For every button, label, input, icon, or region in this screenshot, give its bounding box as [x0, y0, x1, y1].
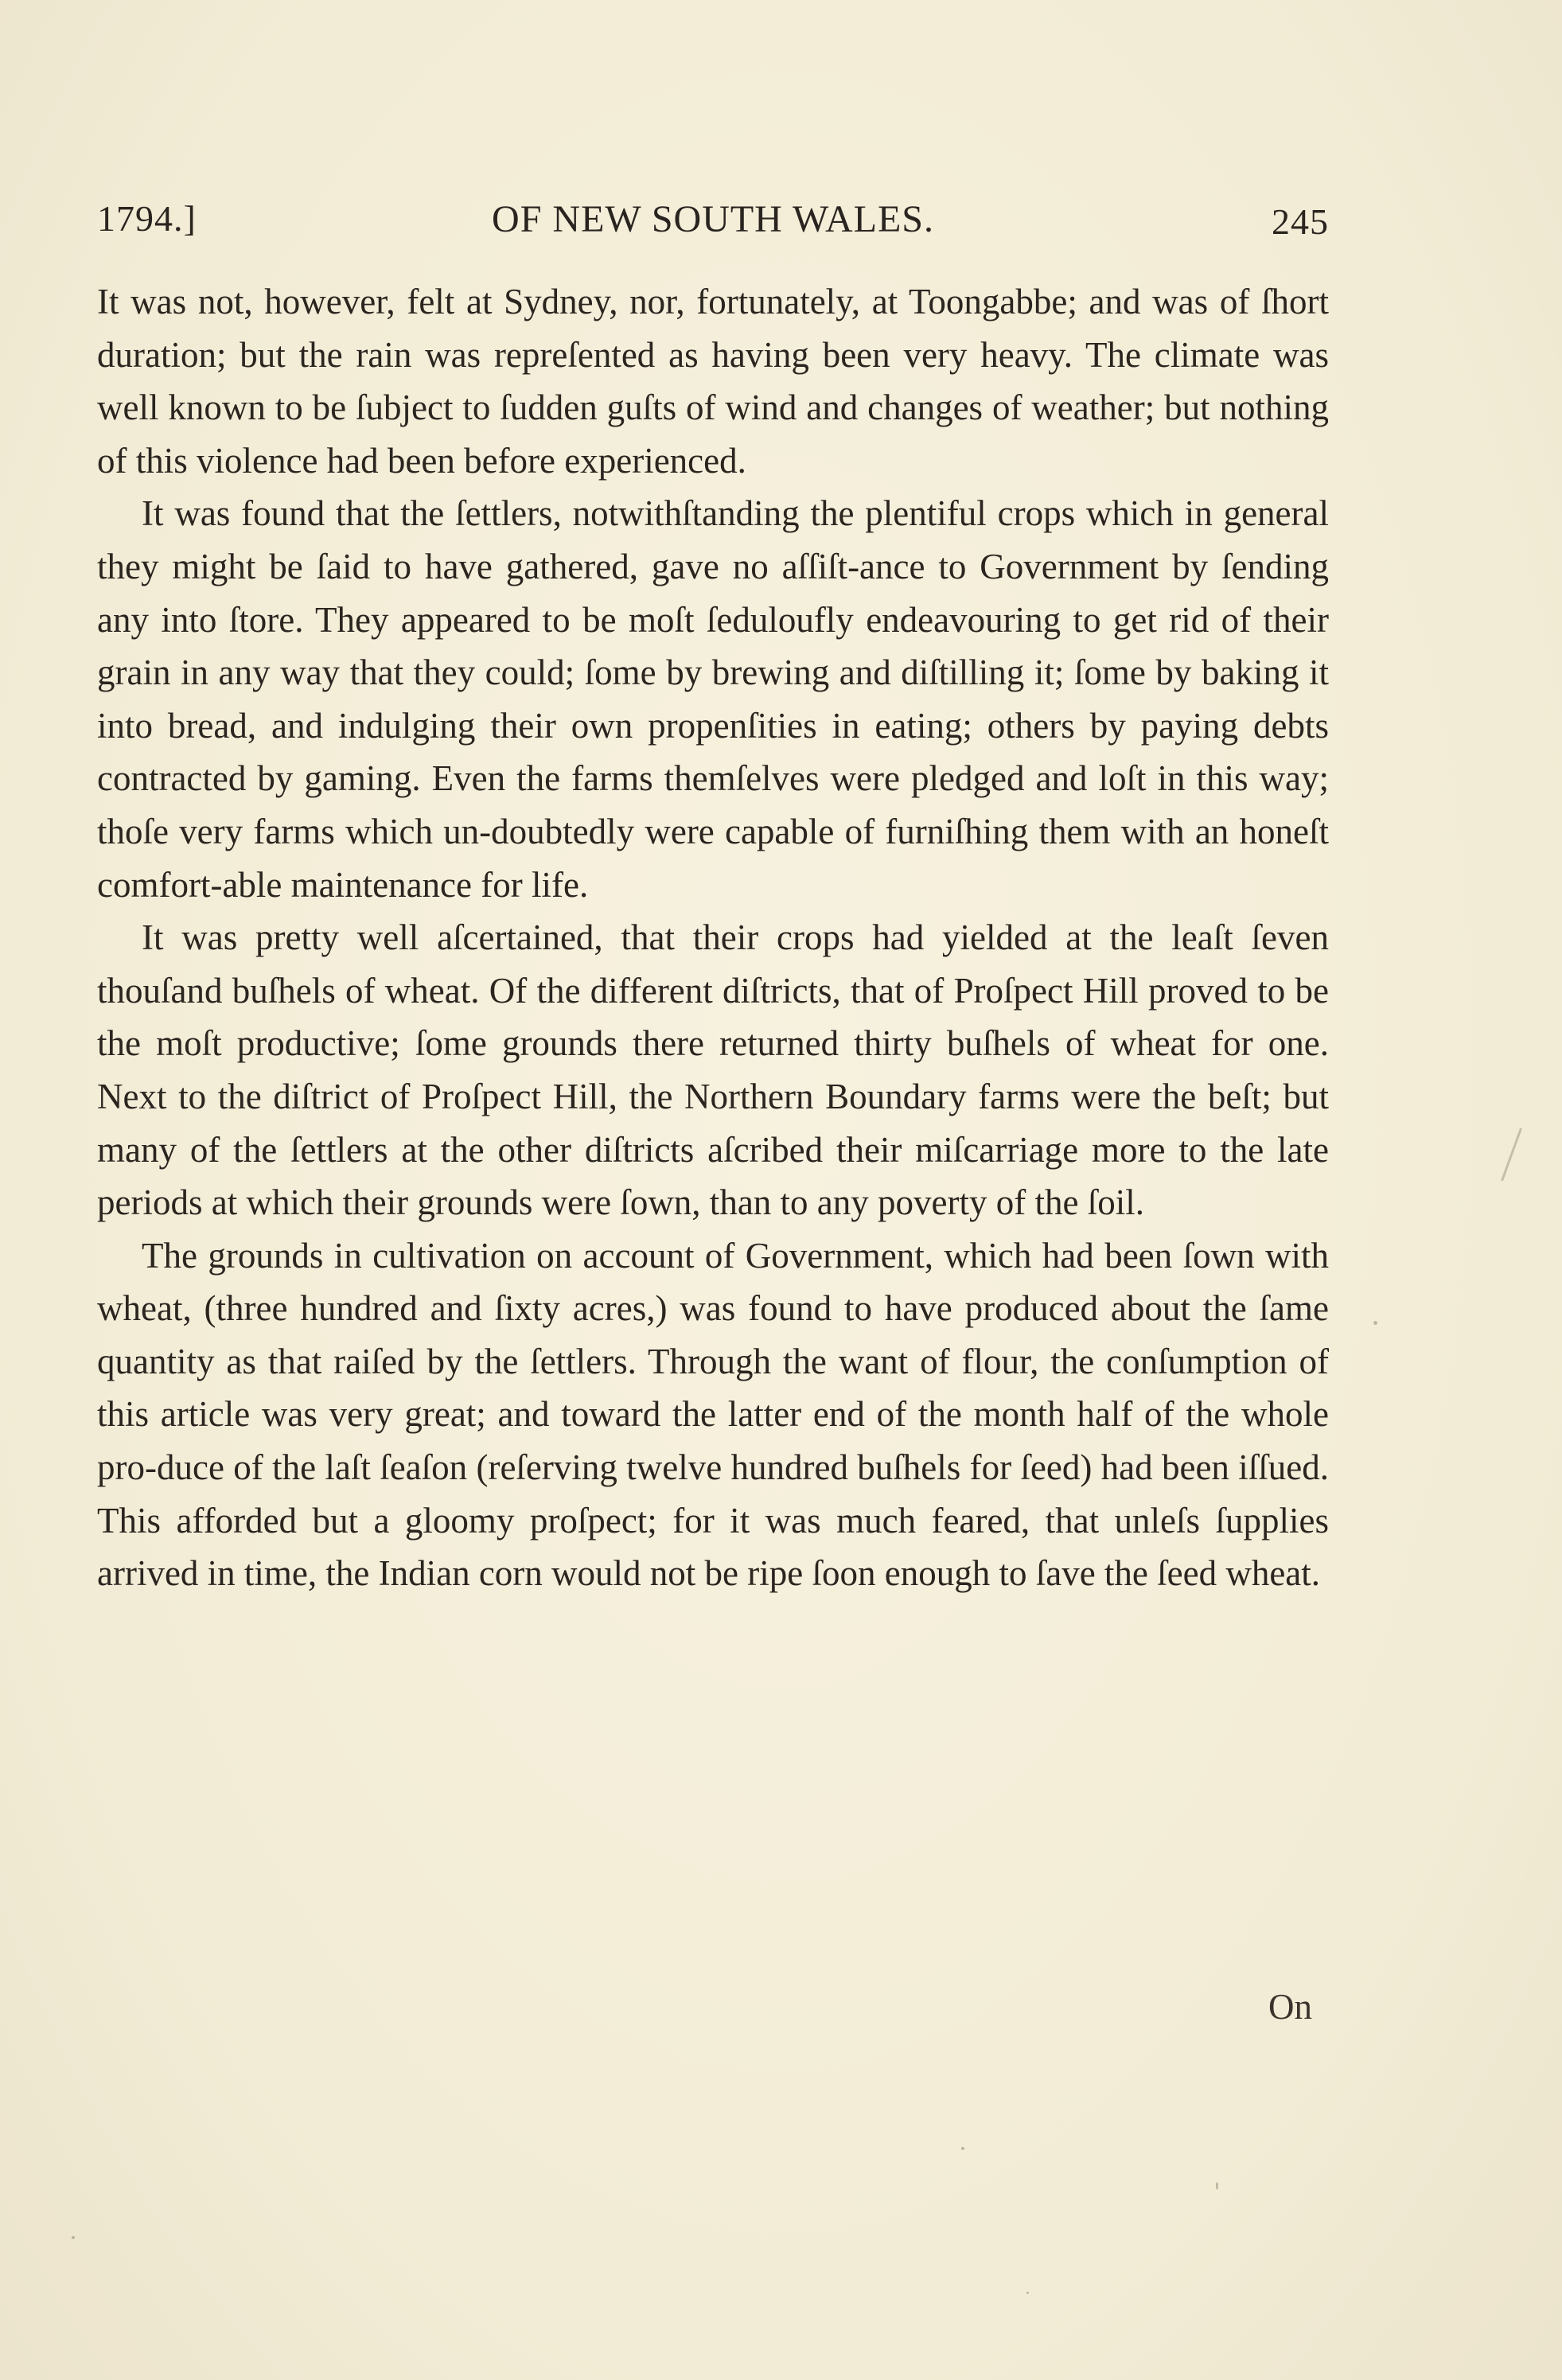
paper-speck [1216, 2182, 1218, 2190]
paper-speck [961, 2147, 964, 2150]
margin-mark [1501, 1128, 1522, 1182]
header-year: 1794.] [97, 198, 197, 239]
paragraph-government-grounds: The grounds in cultivation on account of Government, which had been ſown with wheat, (three hundred and ſixty acres,) was found to have produced about the ſame quantity as that raiſed by the ſettlers. Through the want of flour, the conſumption of this article was very great; and toward the latter end of the month half of the whole pro-duce of the laſt ſeaſon (reſerving twelve hundred buſhels for ſeed) had been iſſued. This afforded but a gloomy proſpect; for it was much feared, that unleſs ſupplies arrived in time, the Indian corn would not be ripe ſoon enough to ſave the ſeed wheat. [97, 1235, 1329, 1594]
paragraph-crops: It was pretty well aſcertained, that their crops had yielded at the leaſt ſeven thouſand buſhels of wheat. Of the different diſtricts, that of Proſpect Hill proved to be the moſt productive; ſome grounds there returned thirty buſhels of wheat for one. Next to the diſtrict of Proſpect Hill, the Northern Boundary farms were the beſt; but many of the ſettlers at the other diſtricts aſcribed their miſcarriage more to the late periods at which their grounds were ſown, than to any poverty of the ſoil. [97, 917, 1329, 1223]
running-header [97, 197, 1329, 253]
paper-speck [1373, 1321, 1377, 1325]
catchword: On [1268, 1987, 1312, 2027]
paragraph-storm: It was not, however, felt at Sydney, nor, fortunately, at Toongabbe; and was of ſhort duration; but the rain was repreſented as having been very heavy. The climate was well known to be ſubject to ſudden guſts of wind and changes of weather; but nothing of this violence had been before experienced. [97, 282, 1329, 481]
body-text [97, 275, 1329, 1600]
header-title: OF NEW SOUTH WALES. [492, 198, 934, 240]
paper-speck [72, 2236, 75, 2239]
paragraph-settlers: It was found that the ſettlers, notwithſtanding the plentiful crops which in general they might be ſaid to have gathered, gave no aſſiſt-ance to Government by ſending any into ſtore. They appeared to be moſt ſeduloufly endeavouring to get rid of their grain in any way that they could; ſome by brewing and diſtilling it; ſome by baking it into bread, and indulging their own propenſities in eating; others by paying debts contracted by gaming. Even the farms themſelves were pledged and loſt in this way; thoſe very farms which un-doubtedly were capable of furniſhing them with an honeſt comfort-able maintenance for life. [97, 493, 1329, 905]
paper-speck [1026, 2292, 1029, 2294]
page-number: 245 [1272, 201, 1329, 242]
